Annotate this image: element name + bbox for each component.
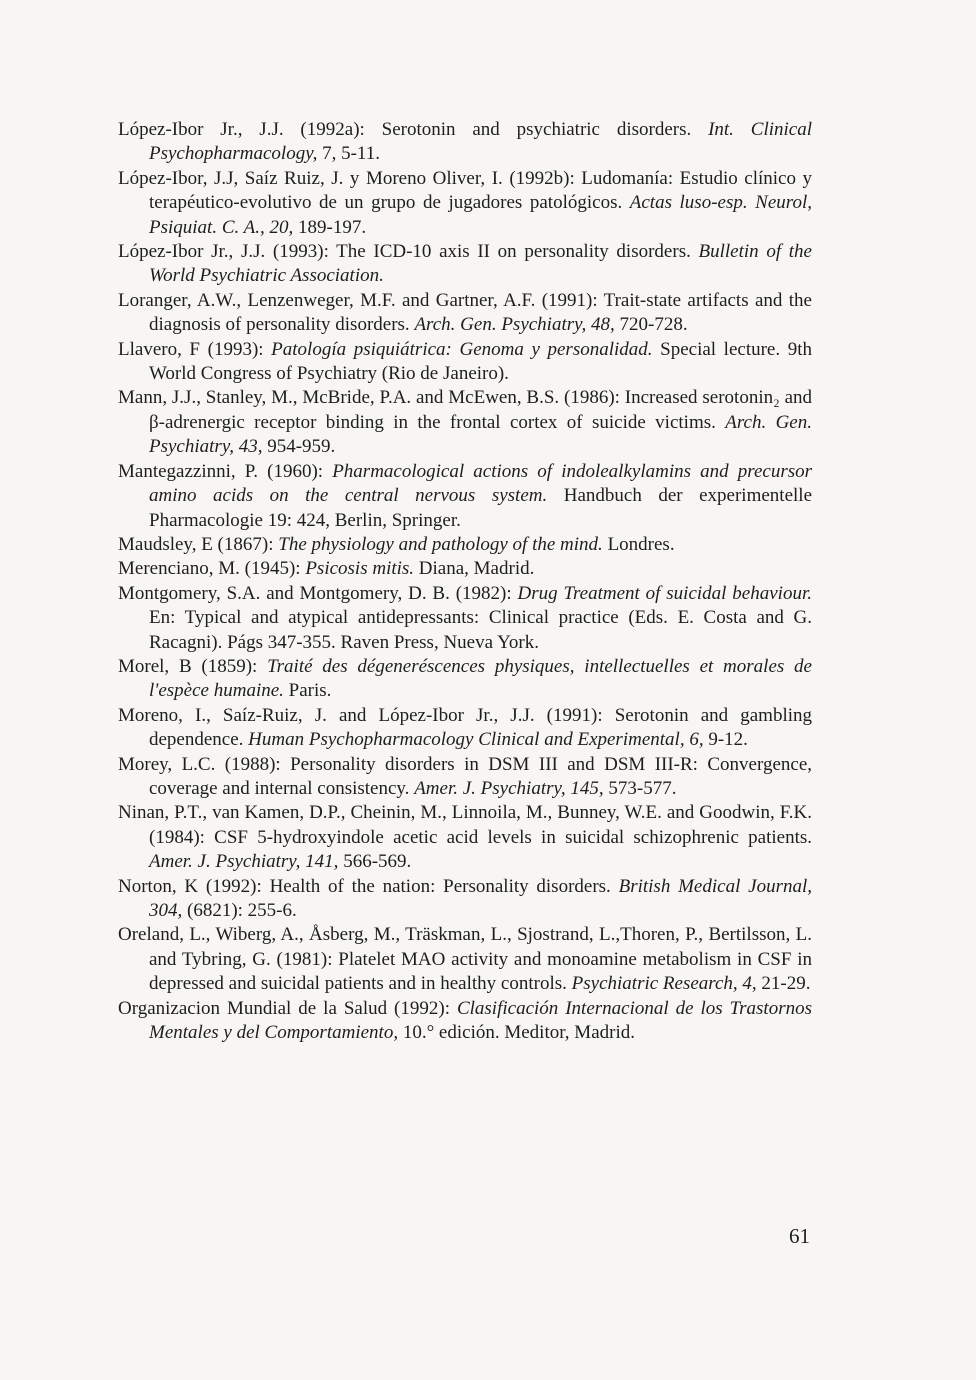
reference-entry: Montgomery, S.A. and Montgomery, D. B. (1982): Drug Treatment of suicidal behaviour. En: Typical and atypical antidepressants: Clinical practice (Eds. E. Costa and G. Racagni). Págs 347-355. Raven Press, Nueva York. xyxy=(118,582,812,653)
page-number: 61 xyxy=(789,1224,810,1248)
reference-entry: Llavero, F (1993): Patología psiquiátrica: Genoma y personalidad. Special lecture. 9th World Congress of Psychiatry (Rio de Janeiro). xyxy=(118,338,812,385)
reference-entry: Merenciano, M. (1945): Psicosis mitis. Diana, Madrid. xyxy=(118,558,535,580)
reference-entry: Mann, J.J., Stanley, M., McBride, P.A. and McEwen, B.S. (1986): Increased serotonin₂ and β-adrenergic receptor binding in the frontal cortex of suicide victims. Arch. Gen. Psychiatry, 43, 954-959. xyxy=(118,387,812,458)
reference-entry: Moreno, I., Saíz-Ruiz, J. and López-Ibor Jr., J.J. (1991): Serotonin and gambling dependence. Human Psychopharmacology Clinical and Experimental, 6, 9-12. xyxy=(118,704,812,751)
reference-entry: Mantegazzinni, P. (1960): Pharmacological actions of indolealkylamins and precursor amino acids on the central nervous system. Handbuch der experimentelle Pharmacologie 19: 424, Berlin, Springer. xyxy=(118,460,813,531)
reference-entry: Oreland, L., Wiberg, A., Åsberg, M., Träskman, L., Sjostrand, L.,Thoren, P., Bertilsson, L. and Tybring, G. (1981): Platelet MAO activity and monoamine metabolism in CSF in depressed and suicidal patients and in healthy controls. Psychiatric Research, 4, 21-29. xyxy=(118,924,812,995)
reference-list xyxy=(118,118,812,1045)
reference-entry: Morel, B (1859): Traité des dégeneréscences physiques, intellectuelles et morales de l'espèce humaine. Paris. xyxy=(118,655,812,702)
reference-entry: Loranger, A.W., Lenzenweger, M.F. and Gartner, A.F. (1991): Trait-state artifacts and the diagnosis of personality disorders. Arch. Gen. Psychiatry, 48, 720-728. xyxy=(118,289,812,336)
reference-entry: López-Ibor, J.J, Saíz Ruiz, J. y Moreno Oliver, I. (1992b): Ludomanía: Estudio clínico y terapéutico-evolutivo de un grupo de jugadores patológicos. Actas luso-esp. Neurol, Psiquiat. C. A., 20, 189-197. xyxy=(118,167,812,238)
reference-entry: Norton, K (1992): Health of the nation: Personality disorders. British Medical Journal, 304, (6821): 255-6. xyxy=(118,875,812,921)
reference-entry: López-Ibor Jr., J.J. (1993): The ICD-10 axis II on personality disorders. Bulletin of the World Psychiatric Association. xyxy=(118,241,812,287)
reference-entry: Maudsley, E (1867): The physiology and pathology of the mind. Londres. xyxy=(118,533,675,555)
reference-entry: López-Ibor Jr., J.J. (1992a): Serotonin and psychiatric disorders. Int. Clinical Psychopharmacology, 7, 5-11. xyxy=(118,119,812,165)
reference-entry: Organizacion Mundial de la Salud (1992): Clasificación Internacional de los Trastornos Mentales y del Comportamiento, 10.° edición. Meditor, Madrid. xyxy=(118,997,812,1044)
reference-entry: Morey, L.C. (1988): Personality disorders in DSM III and DSM III-R: Convergence, coverage and internal consistency. Amer. J. Psychiatry, 145, 573-577. xyxy=(118,753,812,799)
reference-entry: Ninan, P.T., van Kamen, D.P., Cheinin, M., Linnoila, M., Bunney, W.E. and Goodwin, F.K. (1984): CSF 5-hydroxyindole acetic acid levels in suicidal schizophrenic patients. Amer. J. Psychiatry, 141, 566-569. xyxy=(118,802,812,873)
